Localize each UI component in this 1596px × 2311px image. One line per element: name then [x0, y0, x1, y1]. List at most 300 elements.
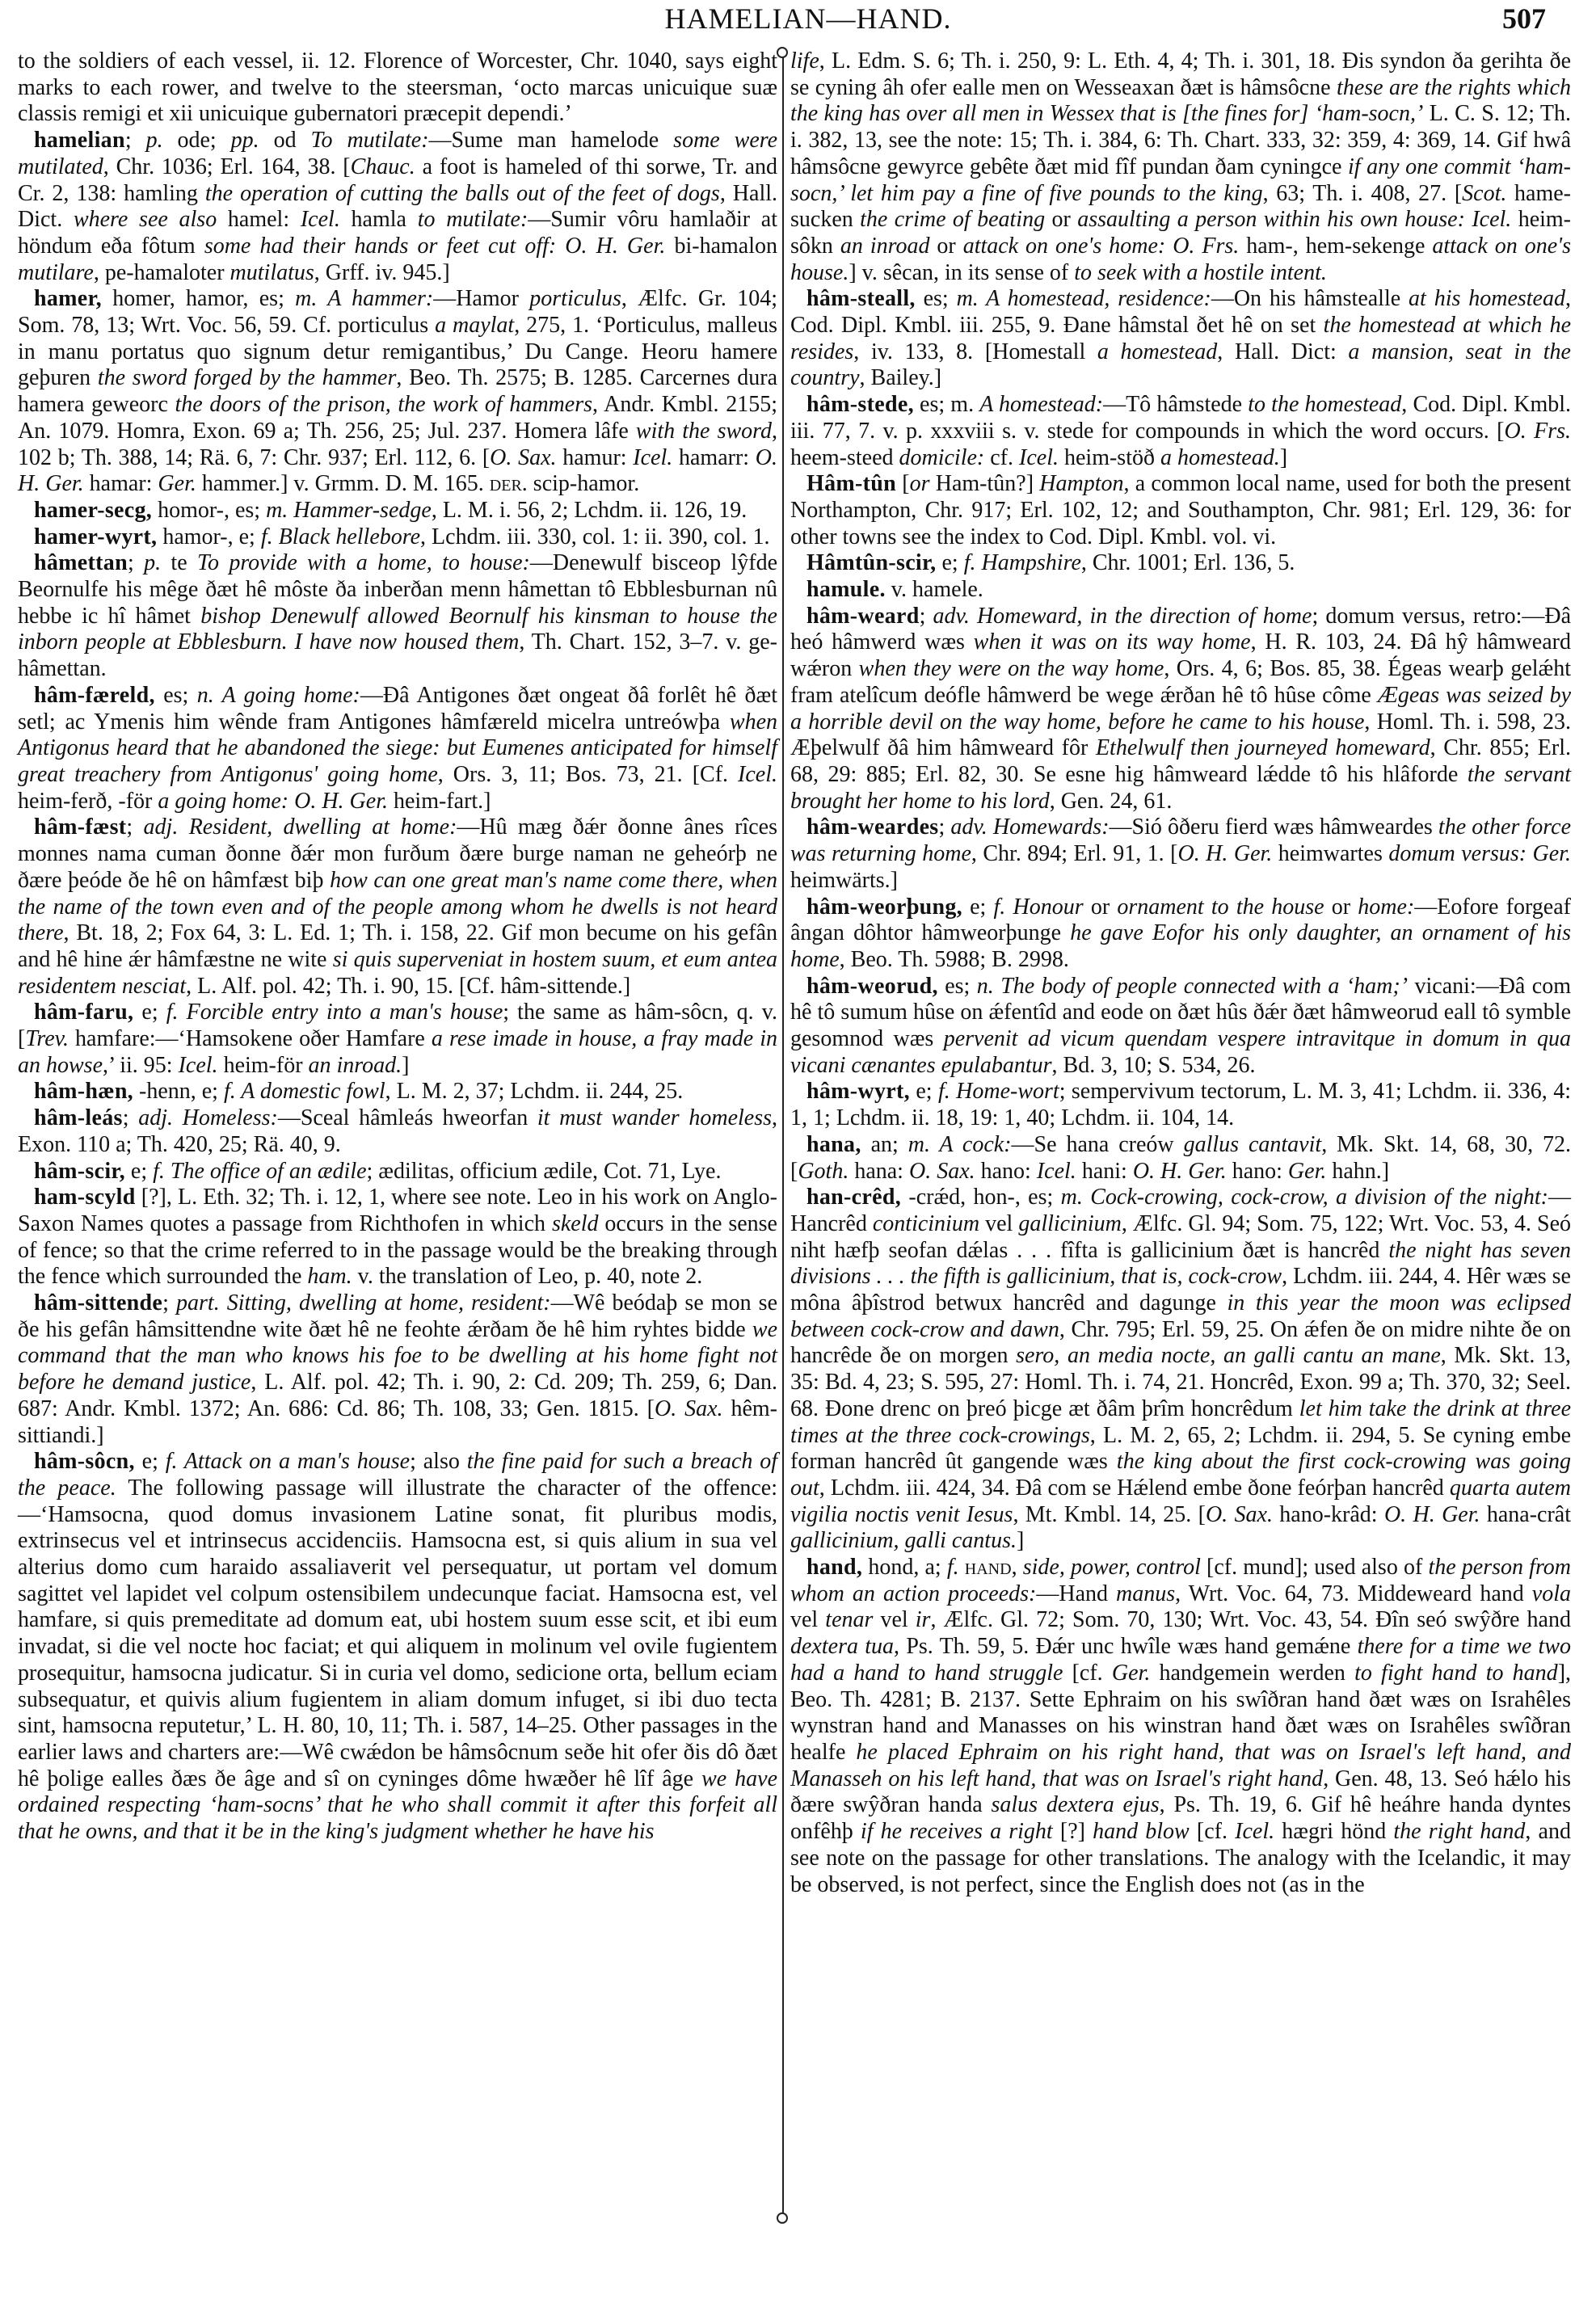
- entry-text: —Hû mæg ðǽr ðonne ânes rîces monnes nama cuman ðonne ðǽr mon furðum ðære burge naman ne geheórþ ne ðære þeóde ðe hê on hâmfæst biþ: [18, 815, 777, 893]
- dictionary-entry: [790, 1079, 1571, 1131]
- dictionary-entry: [790, 286, 1571, 392]
- italic-gloss: quarta autem vigilia noctis venit Iesus: [790, 1475, 1572, 1527]
- dictionary-entry: [790, 577, 1571, 604]
- entry-continuation: [18, 48, 777, 128]
- dictionary-entry: [790, 974, 1571, 1080]
- entry-text: , Chr. 795; Erl. 59, 25. On ǽfen ðe on midre nihte ðe on hancrêde ðe on morgen: [790, 1316, 1572, 1369]
- entry-text: homer, hamor, es;: [101, 286, 296, 312]
- entry-text: ]: [1279, 444, 1288, 470]
- headword: hamer-secg,: [34, 497, 153, 523]
- headword: Hâmtûn-scir,: [806, 550, 937, 576]
- entry-text: , Hall. Dict:: [1217, 339, 1349, 364]
- entry-text: , Ps. Th. 59, 5. Ðǽr unc hwîle wæs hand gemǽne: [894, 1634, 1358, 1660]
- italic-gloss: if any one commit ‘ham-socn,’ let him pay a fine of five pounds to the king: [790, 154, 1571, 206]
- entry-text: [cf.: [1063, 1660, 1112, 1686]
- entry-text: ;: [938, 815, 951, 840]
- entry-text: heem-steed: [790, 444, 899, 470]
- entry-text: , Gen. 48, 13. Seó hǽlo his ðære swŷðran handa: [790, 1766, 1572, 1818]
- italic-gloss: or: [909, 471, 930, 497]
- italic-gloss: n. The body of people connected with a ‘ham;’: [976, 973, 1409, 999]
- headword: hâm-sittende: [34, 1290, 163, 1316]
- italic-gloss: Chauc.: [350, 154, 415, 179]
- entry-text: to the soldiers of each vessel, ii. 12. Florence of Worcester, Chr. 1040, says eight marks to each rower, and twelve to the steersman, ‘octo marcas unicuique suæ classis remigi et xii unicuique gubernatori præcepit dependi.’: [18, 48, 777, 127]
- entry-text: scip-hamor.: [527, 471, 640, 497]
- italic-gloss: f. Home-wort: [937, 1079, 1059, 1105]
- entry-text: , and see note on the passage for other translations. The analogy with the Icelandic, it may be observed, is not perfect, since the English does not (as in the: [790, 1819, 1571, 1897]
- dictionary-entry: [18, 128, 777, 286]
- entry-text: —Ðâ Antigones ðæt ongeat ðâ forlêt hê ðæt setl; ac Ymenis him wênde fram Antigones hâmfæreld micelra untreówþa: [18, 682, 778, 735]
- dictionary-entry: [18, 498, 777, 524]
- italic-gloss: if he receives a right: [860, 1819, 1053, 1845]
- dictionary-entry: [18, 1079, 777, 1105]
- italic-gloss: to fight hand to hand: [1354, 1660, 1558, 1686]
- dictionary-entry: [18, 815, 777, 1000]
- italic-gloss: ornament to the house: [1117, 894, 1324, 920]
- italic-gloss: gallicinium: [1018, 1210, 1122, 1236]
- entry-text: , Chr. 1001; Erl. 136, 5.: [1080, 550, 1295, 576]
- italic-gloss: f. A domestic fowl: [223, 1079, 385, 1105]
- entry-text: —Hancrêd: [790, 1185, 1571, 1236]
- headword: hâm-weard: [806, 603, 920, 629]
- entry-text: heim-för: [217, 1052, 309, 1078]
- entry-text: an;: [861, 1131, 908, 1157]
- italic-gloss: Icel.: [738, 761, 778, 787]
- entry-text: heimwärts.]: [790, 867, 898, 893]
- italic-gloss: pp.: [230, 128, 259, 154]
- headword: hâm-weardes: [806, 815, 939, 840]
- italic-gloss: it must wander homeless: [537, 1105, 772, 1131]
- italic-gloss: ham.: [307, 1264, 352, 1290]
- entry-text: hano:: [1226, 1158, 1288, 1184]
- entry-text: —Sceal hâmleás hweorfan: [277, 1105, 537, 1131]
- italic-gloss: O. Sax.: [908, 1158, 975, 1184]
- entry-text: e;: [134, 1449, 166, 1475]
- entry-text: vel: [873, 1607, 916, 1633]
- entry-text: ; domum versus, retro:—Ðâ heó hâmwerd wæs: [790, 603, 1571, 655]
- entry-text: ,: [1011, 1555, 1023, 1581]
- headword: hamer-wyrt,: [34, 524, 158, 549]
- entry-text: , Chr. 855; Erl. 68, 29: 885; Erl. 82, 30. Se esne hig hâmweard lǽdde tô his hlâforde: [790, 735, 1571, 787]
- entry-text: cf.: [984, 444, 1020, 470]
- entry-text: , L. Edm. S. 6; Th. i. 250, 9: L. Eth. 4, 4; Th. i. 301, 18. Ðis syndon ða gerihta ðe se cyning âh ofer ealle men on Wesseaxan ðæt is hâmsôcne: [790, 48, 1571, 100]
- entry-text: v. the translation of Leo, p. 40, note 2.: [352, 1264, 703, 1290]
- italic-gloss: f. Honour: [993, 894, 1084, 920]
- italic-gloss: O. Sax.: [1205, 1501, 1273, 1527]
- italic-gloss: m. Cock-crowing, cock-crow, a division of the night:: [1060, 1185, 1548, 1210]
- entry-text: ; also: [410, 1449, 467, 1475]
- entry-text: , Cod. Dipl. Kmbl. iii. 255, 9. Ðane hâmstal ðet hê on set: [790, 286, 1571, 339]
- entry-text: , L. M. 2, 37; Lchdm. ii. 244, 25.: [385, 1079, 684, 1105]
- italic-gloss: conticinium: [872, 1210, 980, 1236]
- entry-text: —Eofore forgeaf ângan dôhtor hâmweorþunge: [790, 894, 1571, 946]
- entry-text: [cf. mund]; used also of: [1200, 1555, 1429, 1581]
- entry-text: , L. Alf. pol. 42; Th. i. 90, 15. [Cf. hâm-sittende.]: [186, 973, 631, 999]
- italic-gloss: when Antigonus heard that he abandoned the siege: but Eumenes anticipated for himself great treachery from Antigonus' going home: [18, 709, 777, 787]
- entry-text: hond, a;: [862, 1555, 947, 1581]
- italic-gloss: we have ordained respecting ‘ham-socns’ that he who shall commit it after this forfeit all that he owns, and that it be in the king's judgment whether he have his: [18, 1766, 777, 1845]
- left-column: [18, 48, 777, 1846]
- entry-text: heim-fart.]: [388, 788, 491, 814]
- entry-text: heim-ferð, -för: [18, 788, 158, 814]
- entry-text: vicani:—Ðâ com hê tô sumum hûse on ǽfentîd and eode on ðæt hûs ðǽr ðæt hâmweorud eall tô symble gesomnod wæs: [790, 973, 1571, 1052]
- headword: hâm-wyrt,: [806, 1079, 910, 1105]
- headword: ham-scyld: [34, 1185, 136, 1210]
- entry-text: , Homl. Th. i. 598, 23. Æþelwulf ðâ him hâmweard fôr: [790, 709, 1572, 761]
- italic-gloss: salus dextera ejus: [991, 1792, 1160, 1818]
- italic-gloss: sero, an media nocte, an galli cantu an mane: [1016, 1343, 1441, 1369]
- entry-text: —Sió ôðeru fierd wæs hâmweardes: [1109, 815, 1438, 840]
- entry-text: hamarr:: [672, 444, 756, 470]
- italic-gloss: m. A hammer:: [295, 286, 434, 312]
- entry-text: occurs in the sense of fence; so that the crime referred to in the passage would be the breaking through the fence which surrounded the: [18, 1210, 777, 1290]
- entry-text: es;: [937, 973, 977, 999]
- italic-gloss: gallus cantavit: [1183, 1131, 1322, 1157]
- entry-text: [: [896, 471, 910, 497]
- dictionary-entry: [18, 524, 777, 551]
- entry-text: —Tô hâmstede: [1103, 392, 1249, 418]
- italic-gloss: Icel.: [300, 207, 340, 233]
- italic-gloss: To mutilate:: [310, 128, 429, 154]
- italic-gloss: attack on one's house.: [790, 233, 1572, 285]
- headword: han-crêd,: [806, 1185, 902, 1210]
- italic-gloss: the other force was returning home: [790, 815, 1571, 867]
- entry-text: ; sempervivum tectorum, L. M. 3, 41; Lchdm. ii. 336, 4: 1, 1; Lchdm. ii. 18, 19: 1, 40; Lchdm. ii. 104, 14.: [790, 1079, 1572, 1131]
- entry-text: , L. Alf. pol. 42; Th. i. 90, 2: Cd. 209; Th. 259, 6; Dan. 687: Andr. Kmbl. 1372; An. 686: Cd. 86; Th. 108, 33; Gen. 1815. [: [18, 1370, 777, 1421]
- entry-text: , Mt. Kmbl. 14, 25. [: [1013, 1501, 1206, 1527]
- entry-text: e;: [124, 1158, 154, 1184]
- entry-text: or: [929, 233, 963, 259]
- italic-gloss: Icel.: [1019, 444, 1059, 470]
- entry-text: heimwartes: [1272, 841, 1389, 867]
- dictionary-entry: [18, 1290, 777, 1449]
- entry-text: es;: [154, 682, 197, 708]
- italic-gloss: adj. Homeless:: [138, 1105, 278, 1131]
- entry-text: , Beo. Th. 2575; B. 1285. Carcernes dura hamera geweorc: [18, 365, 778, 418]
- entry-text: ;: [162, 1290, 177, 1316]
- dictionary-entry: [790, 1555, 1571, 1898]
- entry-text: vel: [979, 1210, 1019, 1236]
- italic-gloss: in this year the moon was eclipsed between cock-crow and dawn: [790, 1290, 1571, 1342]
- italic-gloss: domum versus: Ger.: [1388, 841, 1571, 867]
- italic-gloss: manus: [1116, 1581, 1176, 1606]
- headword: hâm-stede,: [806, 392, 914, 418]
- entry-text: The following passage will illustrate the character of the offence:—‘Hamsocna, quod domus invasionem Latine sonat, fit pluribus modis, extrinsecus vel et intrinsecus accidenciis. Hamsocna est, si quis alium in sua vel alterius domo cum haraido assaliaverit vel persequatur, ut portam vel domum sagittet vel lapidet vel colpum ostensibilem undecunque faciat. Hamsocna est, vel hamfare, si quis premeditate ad domum eat, ubi hostem suum esse scit, et ibi eum invadat, si die vel nocte hoc faciat; et qui aliquem in molinum vel ovile fugientem prosequitur, hamsocna judicatur. Si in curia vel domo, sedicione orta, bellum eciam subsequatur, et quivis alium fugientem in aliam domum infuget, si ibi duo tecta sint, hamsocna reputetur,’ L. H. 80, 10, 11; Th. i. 587, 14–25. Other passages in the earlier laws and charters are:—Wê cwǽdon be hâmsôcnum seðe hit ofer ðis dô ðæt hê þolige ealles ðæs ðe âge and sî on cyninges dôme hwæðer hê lîf âge: [18, 1475, 777, 1791]
- entry-text: hano-krâd:: [1272, 1501, 1384, 1527]
- italic-gloss: f. Hampshire: [963, 550, 1081, 576]
- italic-gloss: with the sword: [635, 418, 772, 444]
- dictionary-entry: [790, 1185, 1571, 1555]
- entry-text: te: [161, 550, 197, 576]
- entry-text: hamur:: [556, 444, 634, 470]
- italic-gloss: O. Frs.: [1504, 418, 1572, 444]
- italic-gloss: Icel.: [1235, 1819, 1275, 1845]
- italic-gloss: p.: [144, 550, 162, 576]
- italic-gloss: Ægeas was seized by a horrible devil on the way home, before he came to his house: [790, 682, 1571, 735]
- italic-gloss: si quis superveniat in hostem suum, et eum antea residentem nesciat: [18, 946, 777, 999]
- entry-text: hammer.] v. Grmm. D. M. 165.: [196, 471, 490, 497]
- italic-gloss: he gave Eofor his only daughter, an ornament of his home: [790, 920, 1571, 972]
- entry-text: —Wê beódaþ se mon se ðe his gefân hâmsittendne wite ðæt hê ne feohte ǽrðam ðe hê him ryhtes bidde: [18, 1290, 778, 1342]
- entry-text: heim-stöð: [1058, 444, 1160, 470]
- italic-gloss: some were mutilated: [18, 128, 778, 179]
- italic-gloss: m. Hammer-sedge: [266, 497, 432, 523]
- italic-gloss: Icel.: [1036, 1158, 1076, 1184]
- entry-text: , Andr. Kmbl. 2155; An. 1079. Homra, Exon. 69 a; Th. 256, 25; Jul. 237. Homera lâfe: [18, 392, 777, 444]
- entry-text: e;: [936, 550, 964, 576]
- italic-gloss: an inroad.: [308, 1052, 402, 1078]
- entry-text: , Gen. 24, 61.: [1049, 788, 1173, 814]
- headword: Hâm-tûn: [806, 471, 896, 497]
- italic-gloss: f. Attack on a man's house: [165, 1449, 411, 1475]
- entry-text: homor-, es;: [152, 497, 267, 523]
- headword: hâm-hæn,: [34, 1079, 133, 1105]
- headword: hâm-sôcn,: [34, 1449, 135, 1475]
- headword: hâm-faru,: [34, 1000, 134, 1025]
- italic-gloss: f. Black hellebore: [260, 524, 421, 549]
- entry-text: , 63; Th. i. 408, 27. [: [1262, 180, 1463, 206]
- italic-gloss: there for a time we two had a hand to hand struggle: [790, 1634, 1572, 1686]
- italic-gloss: vola: [1531, 1581, 1571, 1606]
- italic-gloss: assaulting a person within his own house: Icel.: [1077, 207, 1512, 233]
- italic-gloss: Hampton: [1039, 471, 1124, 497]
- entry-text: Ham-tûn?]: [929, 471, 1040, 497]
- italic-gloss: he placed Ephraim on his right hand, that was on Israel's left hand, and Manasseh on his left hand, that was on Israel's right hand: [790, 1740, 1571, 1791]
- italic-gloss: the homestead at which he resides: [790, 313, 1571, 364]
- entry-text: , Lchdm. iii. 330, col. 1: ii. 390, col. 1.: [420, 524, 770, 549]
- italic-gloss: A homestead:: [979, 392, 1104, 418]
- entry-text: e;: [909, 1079, 938, 1105]
- entry-text: or: [1083, 894, 1118, 920]
- dictionary-entry: [18, 286, 777, 498]
- entry-continuation: [790, 48, 1571, 286]
- italic-gloss: Ethelwulf then journeyed homeward: [1095, 735, 1430, 761]
- entry-text: —Hamor: [433, 286, 530, 312]
- entry-text: hani:: [1076, 1158, 1133, 1184]
- headword: hâm-fæst: [34, 815, 127, 840]
- entry-text: v. hamele.: [885, 577, 983, 603]
- italic-gloss: tenar: [825, 1607, 874, 1633]
- entry-text: —Denewulf bisceop lŷfde Beornulfe his mêge ðæt hê môste ða inberðan menn hâmettan tô Ebblesburnan nû hebbe ic hî hâmet: [18, 550, 777, 629]
- headword: hâm-steall,: [806, 286, 916, 312]
- italic-gloss: f. Forcible entry into a man's house: [166, 1000, 503, 1025]
- entry-text: , H. R. 103, 24. Ðâ hŷ hâmweard wǽron: [790, 629, 1571, 682]
- italic-gloss: a homestead.: [1160, 444, 1280, 470]
- entry-text: hamor-, e;: [157, 524, 261, 549]
- entry-text: , Mk. Skt. 13, 35: Bd. 4, 23; S. 595, 27: Homl. Th. i. 74, 21. Honcrêd, Exon. 99 a; Th. 370, 32; Seel. 68. Ðone drenc on þreó þicge æt ðâm þrîm honcrêdum: [790, 1343, 1571, 1421]
- italic-gloss: mutilatus: [230, 259, 314, 285]
- entry-text: ;: [122, 1105, 139, 1131]
- italic-gloss: mutilare: [18, 259, 94, 285]
- italic-gloss: the night has seven divisions . . . the fifth is gallicinium, that is, cock-crow: [790, 1237, 1571, 1290]
- italic-gloss: adv. Homeward, in the direction of home: [933, 603, 1312, 629]
- entry-text: hamfare:—‘Hamsokene oðer Hamfare: [69, 1026, 432, 1052]
- entry-text: , Th. Chart. 152, 3–7. v. ge-hâmettan.: [18, 629, 777, 682]
- column-divider: [782, 55, 784, 2214]
- italic-gloss: to the homestead: [1248, 392, 1402, 418]
- italic-gloss: the crime of beating: [860, 207, 1046, 233]
- italic-gloss: a maylat: [435, 313, 515, 339]
- italic-gloss: the sword forged by the hammer: [97, 365, 397, 391]
- headword: hâm-leás: [34, 1105, 123, 1131]
- headword: hâmettan: [34, 550, 128, 576]
- entry-text: hand: [964, 1555, 1012, 1581]
- entry-text: , L. M. 2, 65, 2; Lchdm. ii. 294, 5. Se cyning embe forman hancrêd ût gangende wæs: [790, 1422, 1571, 1475]
- entry-text: , Chr. 894; Erl. 91, 1. [: [971, 841, 1178, 867]
- italic-gloss: Trev.: [25, 1026, 69, 1052]
- entry-text: , Ors. 4, 6; Bos. 85, 38. Égeas wearþ gelǽht fram atelîcum deófle hâmwerd be wege ǽrðan hê tô hûse côme: [790, 656, 1571, 708]
- entry-text: hamel:: [217, 207, 301, 233]
- entry-text: hana:: [849, 1158, 909, 1184]
- entry-text: , 275, 1. ‘Porticulus, malleus in manu portatus quo signum detur remigantibus,’ Du Cange. Heoru hamere geþuren: [18, 313, 777, 391]
- dictionary-entry: [790, 1132, 1571, 1185]
- entry-text: ]: [1017, 1528, 1025, 1554]
- italic-gloss: when they were on the way home: [858, 656, 1164, 682]
- entry-text: , Chr. 1036; Erl. 164, 38. [: [103, 154, 351, 179]
- entry-text: hamla: [339, 207, 418, 233]
- entry-text: ;: [126, 815, 144, 840]
- entry-text: , Hall. Dict.: [18, 180, 777, 233]
- italic-gloss: n. A going home:: [196, 682, 360, 708]
- italic-gloss: f. The office of an ædile: [153, 1158, 367, 1184]
- entry-text: od: [259, 128, 311, 154]
- entry-text: ], Beo. Th. 4281; B. 2137. Sette Ephraim on his swîðran hand ðæt wæs on Israhêles wynstran hand and Manasses on his winstran hand ðæt wæs on Israhêles swîðran healfe: [790, 1660, 1572, 1765]
- italic-gloss: Icel.: [178, 1052, 218, 1078]
- entry-text: hana-crât: [1480, 1501, 1572, 1527]
- italic-gloss: gallicinium, galli cantus.: [790, 1528, 1017, 1554]
- italic-gloss: hand blow: [1093, 1819, 1190, 1845]
- italic-gloss: the fine paid for such a breach of the peace.: [18, 1449, 777, 1501]
- dictionary-entry: [18, 1105, 777, 1158]
- italic-gloss: O. Sax.: [654, 1395, 723, 1421]
- entry-text: , 102 b; Th. 388, 14; Rä. 6, 7: Chr. 937; Erl. 112, 6. [: [18, 418, 777, 470]
- italic-gloss: part. Sitting, dwelling at home, resident:: [176, 1290, 551, 1316]
- entry-text: —On his hâmstealle: [1211, 286, 1409, 312]
- dictionary-entry: [790, 815, 1571, 894]
- entry-text: ,’ ii. 95:: [103, 1052, 179, 1078]
- entry-text: es; m.: [913, 392, 980, 418]
- italic-gloss: O. H. Ger.: [1132, 1158, 1227, 1184]
- italic-gloss: Ger.: [1111, 1660, 1151, 1686]
- italic-gloss: bishop Denewulf allowed Beornulf his kinsman to house the inborn people at Ebblesburn. I have now housed them: [18, 603, 777, 655]
- italic-gloss: p.: [145, 128, 163, 154]
- italic-gloss: m. A cock:: [907, 1131, 1012, 1157]
- italic-gloss: a rese imade in house, a fray made in an howse: [18, 1026, 778, 1078]
- italic-gloss: we command that the man who knows his foe to be dwelling at his home fight not before he demand justice: [18, 1316, 777, 1395]
- headword: hâm-weorþung,: [806, 894, 962, 920]
- entry-text: , L. M. i. 56, 2; Lchdm. ii. 126, 19.: [431, 497, 747, 523]
- italic-gloss: ir: [915, 1607, 931, 1633]
- dictionary-entry: [790, 895, 1571, 974]
- entry-text: e;: [962, 894, 994, 920]
- dictionary-entry: [18, 1000, 777, 1079]
- entry-text: —Sume man hamelode: [428, 128, 674, 154]
- italic-gloss: Icel.: [633, 444, 673, 470]
- italic-gloss: to mutilate:: [417, 207, 528, 233]
- entry-text: e;: [133, 1000, 166, 1025]
- entry-text: hêm-sittiandi.]: [18, 1395, 778, 1448]
- entry-text: , Lchdm. iii. 244, 4. Hêr wæs se môna âþîstrod betwux hancrêd and dagunge: [790, 1264, 1571, 1316]
- entry-text: [?]: [1052, 1819, 1093, 1845]
- entry-text: hano:: [975, 1158, 1037, 1184]
- italic-gloss: side, power, control: [1022, 1555, 1201, 1581]
- entry-text: , Ælfc. Gl. 94; Som. 75, 122; Wrt. Voc. 53, 4. Seó niht hæfþ seofan dǽlas . . . fîfta is gallicinium ðæt is hancrêd: [790, 1210, 1571, 1263]
- italic-gloss: a going home: O. H. Ger.: [158, 788, 388, 814]
- entry-text: hægri hönd: [1274, 1819, 1394, 1845]
- divider-ornament-top: [777, 47, 788, 58]
- entry-text: , Ælfc. Gl. 72; Som. 70, 130; Wrt. Voc. 43, 54. Ðîn seó swŷðre hand: [930, 1607, 1571, 1633]
- italic-gloss: O. H. Ger.: [1383, 1501, 1480, 1527]
- italic-gloss: Goth.: [798, 1158, 849, 1184]
- italic-gloss: the person from whom an action proceeds:: [790, 1555, 1572, 1606]
- italic-gloss: let him take the drink at three times at the three cock-crowings: [790, 1395, 1572, 1448]
- entry-text: , Cod. Dipl. Kmbl. iii. 77, 7. v. p. xxxviii s. v. stede for compounds in which the word occurs. [: [790, 392, 1571, 444]
- entry-text: ;: [919, 603, 933, 629]
- italic-gloss: at his homestead: [1409, 286, 1565, 312]
- italic-gloss: porticulus: [529, 286, 621, 312]
- italic-gloss: the king about the first cock-crowing was going out: [790, 1449, 1571, 1501]
- dictionary-entry: [790, 392, 1571, 471]
- entry-text: ] v. sêcan, in its sense of: [849, 259, 1075, 285]
- italic-gloss: m. A homestead, residence:: [956, 286, 1211, 312]
- italic-gloss: O. H. Ger.: [18, 444, 778, 497]
- italic-gloss: f.: [946, 1555, 959, 1581]
- entry-text: ham-, hem-sekenge: [1239, 233, 1433, 259]
- headword: hâm-scir,: [34, 1158, 125, 1184]
- dictionary-entry: [18, 1449, 777, 1846]
- headword: hâm-weorud,: [806, 973, 938, 999]
- italic-gloss: Scot.: [1462, 180, 1507, 206]
- entry-text: ; ædilitas, officium ædile, Cot. 71, Lye.: [366, 1158, 722, 1184]
- entry-text: , Bt. 18, 2; Fox 64, 3: L. Ed. 1; Th. i. 158, 22. Gif mon becume on his gefân and hê hine ǽr hâmfæstne ne wite: [18, 920, 777, 972]
- entry-text: der.: [489, 471, 528, 497]
- entry-text: [959, 1555, 965, 1580]
- dictionary-entry: [18, 683, 777, 815]
- entry-text: ]: [402, 1052, 410, 1078]
- italic-gloss: an inroad: [840, 233, 930, 259]
- entry-text: , Ps. Th. 19, 6. Gif hê heáhre handa dyntes onfêhþ: [790, 1792, 1572, 1845]
- entry-text: ;: [127, 550, 145, 576]
- entry-text: , Beo. Th. 5988; B. 2998.: [839, 946, 1069, 972]
- italic-gloss: pervenit ad vicum quendam vespere intravitque in domum in qua vicani cænantes epulabantur: [790, 1026, 1571, 1078]
- headword: hamer,: [34, 286, 102, 312]
- entry-text: -crǽd, hon-, es;: [901, 1185, 1061, 1210]
- entry-text: —Sumir vôru hamlaðir at höndum eða fôtum: [18, 207, 777, 259]
- entry-text: [?], L. Eth. 32; Th. i. 12, 1, where see note. Leo in his work on Anglo-Saxon Names quotes a passage from Richthofen in which: [18, 1185, 777, 1236]
- italic-gloss: some had their hands or feet cut off: O. H. Ger.: [204, 233, 666, 259]
- italic-gloss: the doors of the prison, the work of hammers: [175, 392, 592, 418]
- italic-gloss: a mansion, seat in the country: [790, 339, 1571, 391]
- dictionary-entry: [790, 604, 1571, 815]
- italic-gloss: the right hand: [1393, 1819, 1526, 1845]
- entry-text: , Ælfc. Gr. 104; Som. 78, 13; Wrt. Voc. 56, 59. Cf. porticulus: [18, 286, 777, 339]
- italic-gloss: O. H. Ger.: [1177, 841, 1273, 867]
- entry-text: , Mk. Skt. 14, 68, 30, 72. [: [790, 1131, 1572, 1184]
- italic-gloss: dextera tua: [790, 1634, 895, 1660]
- entry-text: , Grff. iv. 945.]: [314, 259, 450, 285]
- italic-gloss: To provide with a home, to house:: [196, 550, 530, 576]
- italic-gloss: how can one great man's name come there, when the name of the town even and of the people among whom he dwells is not heard there: [18, 867, 777, 946]
- entry-text: handgemein werden: [1150, 1660, 1355, 1686]
- entry-text: , pe-hamaloter: [93, 259, 230, 285]
- entry-text: , Bailey.]: [859, 365, 942, 391]
- italic-gloss: Ger.: [158, 471, 196, 497]
- dictionary-entry: [790, 471, 1571, 550]
- entry-text: , a common local name, used for both the present Northampton, Chr. 917; Erl. 102, 12; and Southampton, Chr. 981; Erl. 129, 36: for other towns see the index to Cod. Dipl. Kmbl. vol. vi.: [790, 471, 1571, 549]
- italic-gloss: these are the rights which the king has over all men in Wessex that is [the fines for] ‘ham-socn,’: [790, 74, 1572, 127]
- entry-text: hame-sucken: [790, 180, 1571, 233]
- entry-text: —Hand: [1036, 1581, 1117, 1606]
- entry-text: ode;: [162, 128, 231, 154]
